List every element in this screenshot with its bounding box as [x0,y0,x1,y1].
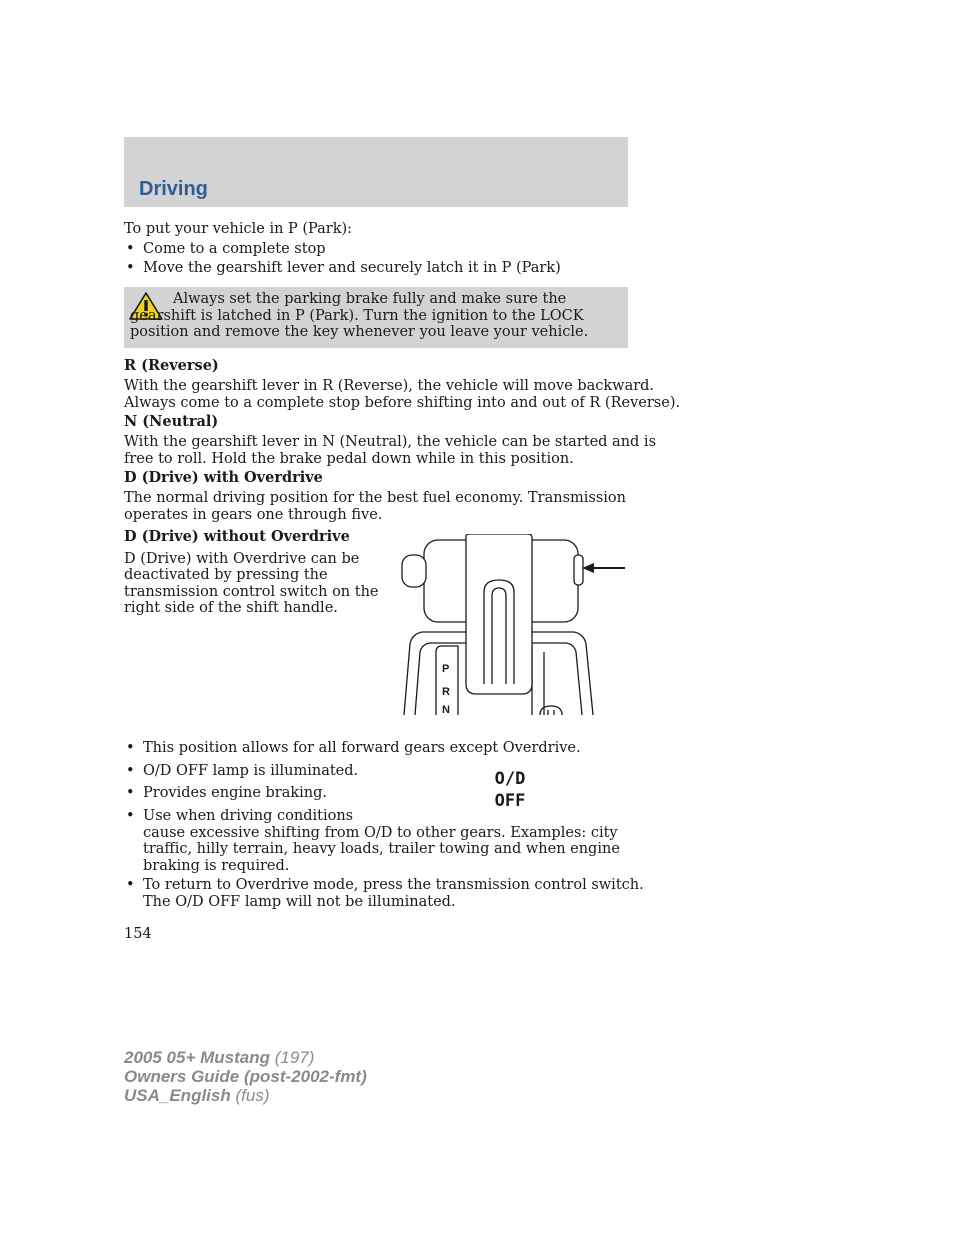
drive-no-od-heading: D (Drive) without Overdrive [124,528,350,545]
drive-od-heading: D (Drive) with Overdrive [124,469,323,486]
gear-p-label: P [442,663,450,675]
park-intro: To put your vehicle in P (Park): [124,221,353,237]
drive-no-od-text: right side of the shift handle. [124,600,338,616]
drive-no-od-text: transmission control switch on the [124,584,379,600]
drive-od-text: operates in gears one through five. [124,507,383,523]
neutral-text: With the gearshift lever in N (Neutral), the vehicle can be started and is [124,434,657,450]
reverse-text: Always come to a complete stop before shifting into and out of R (Reverse). [124,395,681,411]
drive-od-text: The normal driving position for the best fuel economy. Transmission [124,490,626,506]
warning-text: Always set the parking brake fully and make sure the gearshift is latched in P (Park). Turn the ignition to the LOCK position and remove the key whenever you leave your vehicle. [130,291,589,340]
reverse-heading: R (Reverse) [124,357,219,374]
section-header [124,137,628,207]
neutral-text: free to roll. Hold the brake pedal down while in this position. [124,451,574,467]
page-number: 154 [124,926,152,942]
arrow-icon [582,563,625,573]
section-title: Driving [139,178,208,200]
gear-n-label: N [442,704,450,716]
document-footer: 2005 05+ Mustang (197) Owners Guide (post-2002-fmt) USA_English (fus) [124,1048,367,1105]
gear-r-label: R [442,686,450,698]
od-off-lamp-icon: O/D OFF [494,769,526,811]
gearshift-illustration [396,534,630,718]
drive-no-od-text: D (Drive) with Overdrive can be [124,551,360,567]
reverse-text: With the gearshift lever in R (Reverse), the vehicle will move backward. [124,378,655,394]
drive-no-od-text: deactivated by pressing the [124,567,328,583]
neutral-heading: N (Neutral) [124,413,219,430]
warning-box [124,287,628,348]
